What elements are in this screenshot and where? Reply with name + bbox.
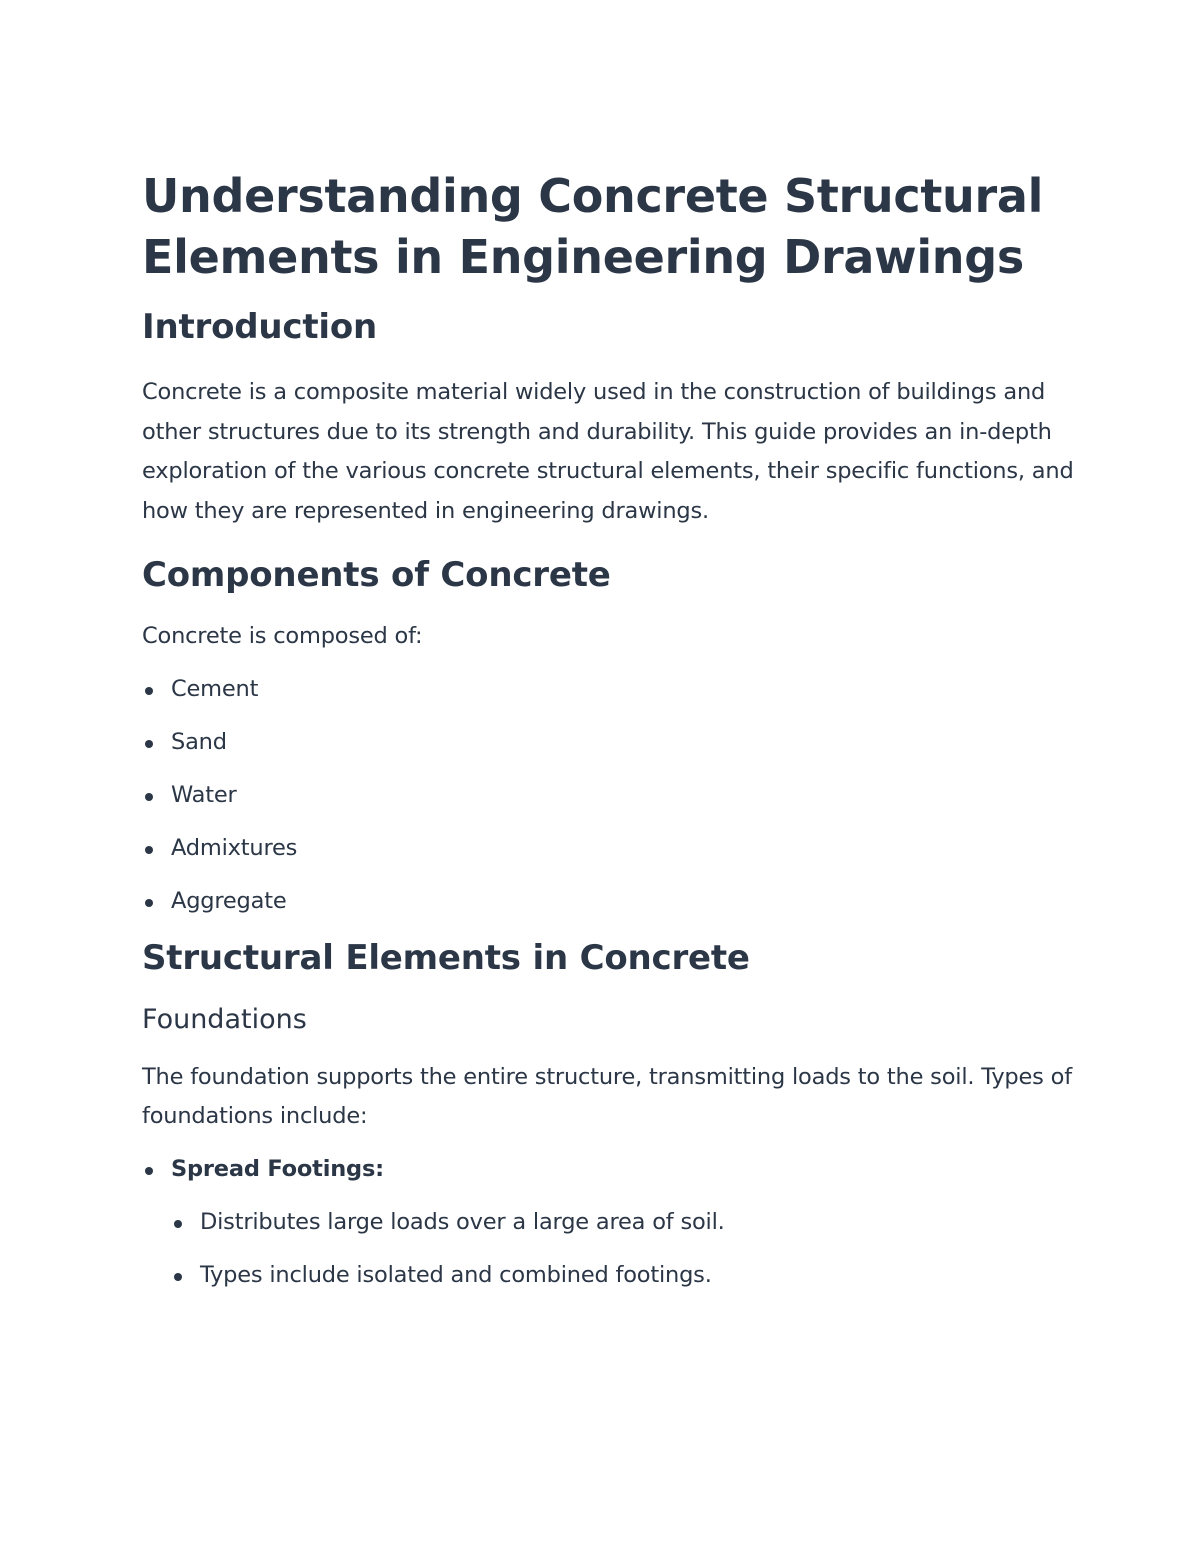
foundation-type-label: Spread Footings: — [171, 1155, 384, 1182]
list-item — [171, 1257, 1082, 1293]
list-item — [142, 671, 1082, 707]
foundations-paragraph: The foundation supports the entire structure, transmitting loads to the soil. Types of foundations include: — [142, 1063, 1072, 1129]
structural-elements-heading: Structural Elements in Concrete — [142, 937, 750, 978]
list-item — [171, 1204, 1082, 1240]
bullet-icon — [145, 1167, 153, 1175]
bullet-icon — [145, 687, 153, 695]
list-item-label: Aggregate — [171, 887, 287, 914]
foundation-type-details — [171, 1204, 1082, 1293]
list-item-label: Types include isolated and combined footings. — [200, 1261, 712, 1288]
introduction-heading: Introduction — [142, 307, 378, 347]
foundation-types-list — [142, 1151, 1082, 1293]
list-item — [142, 1151, 1082, 1293]
foundations-heading: Foundations — [142, 1003, 307, 1035]
list-item-label: Admixtures — [171, 834, 298, 861]
list-item — [142, 883, 1082, 919]
document-content — [142, 166, 1082, 1310]
list-item — [142, 830, 1082, 866]
bullet-icon — [145, 740, 153, 748]
list-item-label: Sand — [171, 728, 227, 755]
bullet-icon — [145, 793, 153, 801]
bullet-icon — [145, 899, 153, 907]
components-list — [142, 671, 1082, 919]
introduction-paragraph: Concrete is a composite material widely used in the construction of buildings and other structures due to its strength and durability. This guide provides an in-depth exploration of the various concrete structural elements, their specific functions, and how they are represented in engineering drawings. — [142, 379, 1074, 524]
bullet-icon — [174, 1220, 182, 1228]
list-item — [142, 724, 1082, 760]
bullet-icon — [145, 846, 153, 854]
components-lead-text: Concrete is composed of: — [142, 623, 423, 649]
document-title: Understanding Concrete Structural Elements in Engineering Drawings — [142, 169, 1044, 284]
list-item-label: Cement — [171, 675, 259, 702]
list-item-label: Water — [171, 781, 237, 808]
bullet-icon — [174, 1273, 182, 1281]
list-item — [142, 777, 1082, 813]
components-heading: Components of Concrete — [142, 555, 611, 595]
list-item-label: Distributes large loads over a large area of soil. — [200, 1208, 725, 1235]
